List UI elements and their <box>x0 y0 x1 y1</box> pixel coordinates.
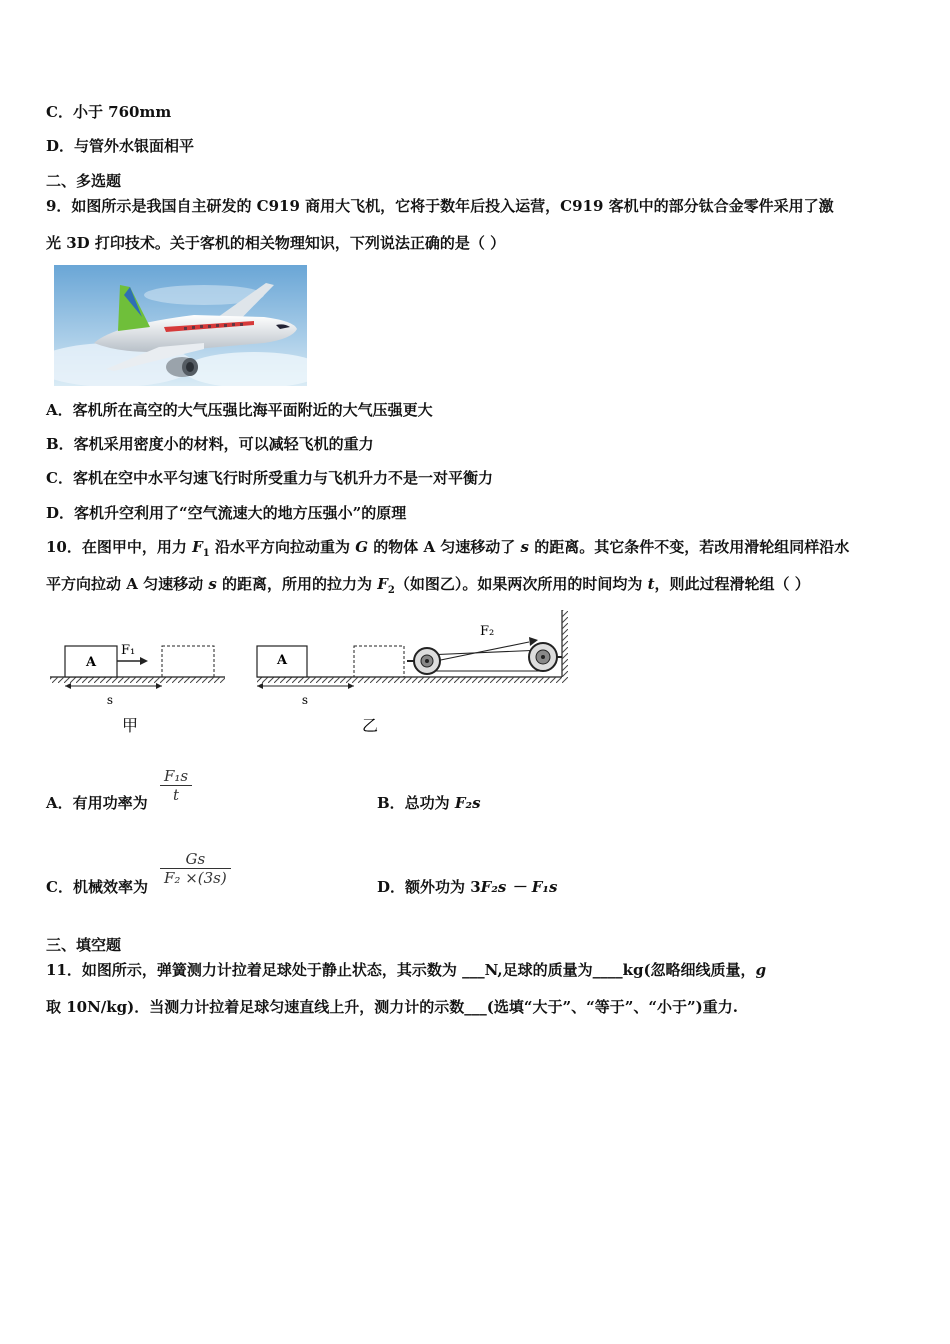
distance-s-jia: s <box>106 693 114 707</box>
q10-option-a-label: A．有用功率为 <box>46 794 148 812</box>
q8-option-d: D．与管外水银面相平 <box>46 137 195 155</box>
q11-stem-line2: 取 10N/kg)．当测力计拉着足球匀速直线上升，测力计的示数___(选填“大于”、“等于”、“小于”)重力. <box>46 998 738 1016</box>
q8-option-c: C．小于 760mm <box>46 103 172 121</box>
pulley-figure <box>40 605 580 740</box>
moving-pulley <box>407 648 440 674</box>
force-arrow-f2 <box>426 642 529 663</box>
q9-option-b: B．客机采用密度小的材料，可以减轻飞机的重力 <box>46 435 374 453</box>
caption-jia: 甲 <box>121 716 139 735</box>
airplane-photo <box>54 265 307 386</box>
section-heading-fill-blank: 三、填空题 <box>46 936 122 954</box>
distance-s-yi: s <box>301 693 309 707</box>
caption-yi: 乙 <box>361 716 379 735</box>
force-f1-label: F₁ <box>121 643 136 658</box>
q11-stem-line1: 11．如图所示，弹簧测力计拉着足球处于静止状态，其示数为 ___N,足球的质量为____kg(忽略细线质量，g <box>46 961 767 979</box>
q10-option-c-label: C．机械效率为 <box>46 878 148 896</box>
q9-option-a: A．客机所在高空的大气压强比海平面附近的大气压强更大 <box>46 401 433 419</box>
q9-option-c: C．客机在空中水平匀速飞行时所受重力与飞机升力不是一对平衡力 <box>46 469 493 487</box>
fixed-pulley <box>529 643 562 671</box>
q10-stem-line1: 10．在图甲中，用力 $F_1$ 沿水平方向拉动重为 G 的物体 A 匀速移动了 s 的距离。其它条件不变，若改用滑轮组同样沿水 <box>46 538 850 559</box>
q9-option-d: D．客机升空利用了“空气流速大的地方压强小”的原理 <box>46 504 407 522</box>
q10-option-c-fraction: Gs F₂ ×(3s) <box>160 850 231 887</box>
force-f2-label: F₂ <box>480 624 495 639</box>
q10-option-a-fraction: F₁s t <box>160 767 192 804</box>
section-heading-multi-choice: 二、多选题 <box>46 172 122 190</box>
dashed-block-yi <box>354 646 404 677</box>
q9-stem-line1: 9．如图所示是我国自主研发的 C919 商用大飞机，它将于数年后投入运营，C919 客机中的部分钛合金零件采用了激 <box>46 197 834 215</box>
block-a-jia-label: A <box>85 655 97 670</box>
ground-jia <box>50 677 225 683</box>
q10-stem-line2: 平方向拉动 A 匀速移动 s 的距离，所用的拉力为 $F_2$（如图乙）。如果两次所用的时间均为 t，则此过程滑轮组（ ） <box>46 575 810 596</box>
dashed-block-jia <box>162 646 214 677</box>
q9-stem-line2: 光 3D 打印技术。关于客机的相关物理知识，下列说法正确的是（ ） <box>46 234 506 252</box>
q10-option-d: D．额外功为 3F₂s － F₁s <box>377 878 558 896</box>
block-a-yi-label: A <box>276 653 288 668</box>
q10-option-b: B．总功为 F₂s <box>377 794 481 812</box>
